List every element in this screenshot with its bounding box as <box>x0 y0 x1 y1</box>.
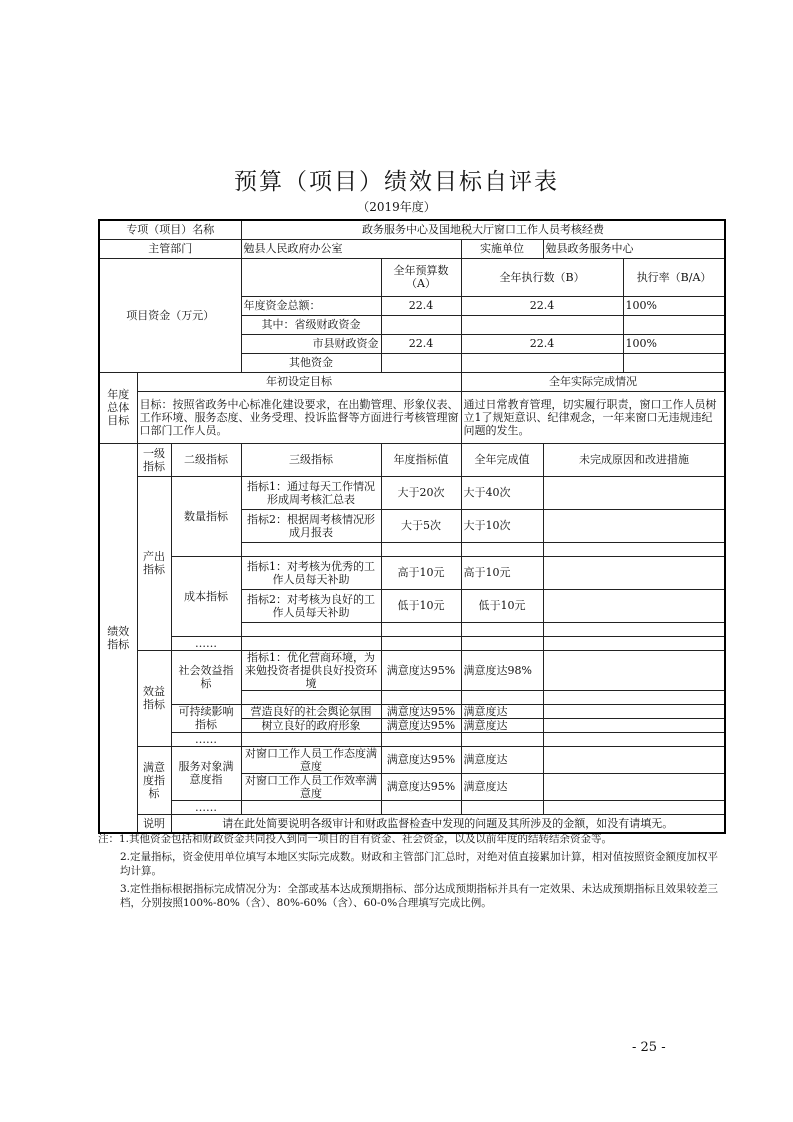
perf-header-target: 年度指标值 <box>381 443 461 476</box>
indicator-name: 指标2：根据周考核情况形成月报表 <box>241 509 381 542</box>
footnotes <box>98 832 724 914</box>
indicator-name <box>241 732 381 746</box>
indicator-target <box>381 690 461 704</box>
indicator-name: 指标1：对考核为优秀的工作人员每天补助 <box>241 556 381 589</box>
funds-label: 项目资金（万元） <box>99 258 241 372</box>
indicator-reason <box>543 704 725 718</box>
indicator-actual: 满意度达 <box>461 718 543 732</box>
indicator-reason <box>543 589 725 622</box>
funds-row-a: 22.4 <box>381 296 461 315</box>
output-indicator-label: 产出指标 <box>137 476 171 650</box>
funds-row-name: 其他资金 <box>241 353 381 372</box>
perf-label: 绩效指标 <box>99 443 137 833</box>
sustain-indicator-label: 可持续影响指标 <box>171 704 241 732</box>
funds-row-name: 其中：省级财政资金 <box>241 315 381 334</box>
indicator-reason <box>543 542 725 556</box>
impl-value: 勉县政务服务中心 <box>543 239 725 258</box>
indicator-name <box>241 542 381 556</box>
funds-row-b: 22.4 <box>461 334 623 353</box>
overall-target-text: 目标：按照省政务中心标准化建设要求，在出勤管理、形象仪表、工作环境、服务态度、业务受理、投诉监督等方面进行考核管理窗口部门工作人员。 <box>137 391 461 443</box>
indicator-reason <box>543 800 725 814</box>
indicator-target: 满意度达95% <box>381 704 461 718</box>
indicator-reason <box>543 556 725 589</box>
indicator-target <box>381 636 461 650</box>
indicator-actual: 满意度达98% <box>461 650 543 690</box>
overall-actual-header: 全年实际完成情况 <box>461 372 725 391</box>
indicator-target <box>381 622 461 636</box>
perf-header-l1: 一级指标 <box>137 443 171 476</box>
indicator-actual: 高于10元 <box>461 556 543 589</box>
indicator-actual <box>461 636 543 650</box>
funds-row-a: 22.4 <box>381 334 461 353</box>
indicator-target: 大于5次 <box>381 509 461 542</box>
indicator-target: 低于10元 <box>381 589 461 622</box>
indicator-target: 满意度达95% <box>381 650 461 690</box>
overall-actual-text: 通过日常教育管理，切实履行职责，窗口工作人员树立1了规矩意识、纪律观念，一年来窗口无违规违纪问题的发生。 <box>461 391 725 443</box>
indicator-reason <box>543 509 725 542</box>
overall-target-header: 年初设定目标 <box>137 372 461 391</box>
funds-row-rate: 100% <box>623 296 725 315</box>
indicator-name <box>241 636 381 650</box>
indicator-reason <box>543 718 725 732</box>
self-evaluation-table <box>98 219 726 834</box>
funds-row-a <box>381 353 461 372</box>
indicator-name: 营造良好的社会舆论氛围 <box>241 704 381 718</box>
overall-label: 年度总体目标 <box>99 372 137 443</box>
footnote: 注：1.其他资金包括和财政资金共同投入到同一项目的自有资金、社会资金，以及以前年度的结转结余资金等。 <box>98 833 613 845</box>
indicator-name <box>241 690 381 704</box>
indicator-name: 对窗口工作人员工作效率满意度 <box>241 773 381 800</box>
indicator-name: 对窗口工作人员工作态度满意度 <box>241 746 381 773</box>
ellipsis-cell: …… <box>171 636 241 650</box>
indicator-target <box>381 542 461 556</box>
indicator-reason <box>543 690 725 704</box>
indicator-name: 指标1：通过每天工作情况形成周考核汇总表 <box>241 476 381 509</box>
service-target-satisfaction-label: 服务对象满意度指 <box>171 746 241 800</box>
indicator-name: 指标1：优化营商环境，为来勉投资者提供良好投资环境 <box>241 650 381 690</box>
indicator-actual <box>461 622 543 636</box>
indicator-actual: 大于10次 <box>461 509 543 542</box>
indicator-target: 满意度达95% <box>381 773 461 800</box>
page-title: 预算（项目）绩效目标自评表 <box>234 169 559 195</box>
project-name-label: 专项（项目）名称 <box>99 220 241 239</box>
indicator-name: 树立良好的政府形象 <box>241 718 381 732</box>
funds-row-b <box>461 315 623 334</box>
perf-header-l3: 三级指标 <box>241 443 381 476</box>
dept-value: 勉县人民政府办公室 <box>241 239 461 258</box>
indicator-reason <box>543 650 725 690</box>
indicator-actual: 低于10元 <box>461 589 543 622</box>
indicator-actual: 满意度达 <box>461 773 543 800</box>
cost-indicator-label: 成本指标 <box>171 556 241 636</box>
funds-row-a <box>381 315 461 334</box>
indicator-target: 满意度达95% <box>381 718 461 732</box>
perf-header-l2: 二级指标 <box>171 443 241 476</box>
indicator-reason <box>543 746 725 773</box>
indicator-actual <box>461 690 543 704</box>
remark-text: 请在此处简要说明各级审计和财政监督检查中发现的问题及其所涉及的金额，如没有请填无。 <box>171 814 725 833</box>
indicator-actual <box>461 542 543 556</box>
indicator-target: 高于10元 <box>381 556 461 589</box>
funds-col-b: 全年执行数（B） <box>461 258 623 296</box>
funds-row-rate <box>623 353 725 372</box>
indicator-target <box>381 732 461 746</box>
indicator-reason <box>543 476 725 509</box>
perf-header-actual: 全年完成值 <box>461 443 543 476</box>
indicator-actual: 满意度达 <box>461 746 543 773</box>
indicator-actual: 大于40次 <box>461 476 543 509</box>
footnote: 3.定性指标根据指标完成情况分为：全部或基本达成预期指标、部分达成预期指标并具有一定效果、未达成预期指标且效果较差三档，分别按照100%-80%（含）、80%-60%（含）、60-0%合理填写完成比例。 <box>120 883 719 909</box>
funds-col-rate: 执行率（B/A） <box>623 258 725 296</box>
indicator-reason <box>543 732 725 746</box>
funds-row-b <box>461 353 623 372</box>
effect-indicator-label: 效益指标 <box>137 650 171 746</box>
remark-label: 说明 <box>137 814 171 833</box>
funds-row-rate <box>623 315 725 334</box>
funds-row-name: 年度资金总额： <box>241 296 381 315</box>
indicator-reason <box>543 773 725 800</box>
indicator-target <box>381 800 461 814</box>
funds-row-rate: 100% <box>623 334 725 353</box>
indicator-name <box>241 800 381 814</box>
indicator-name: 指标2：对考核为良好的工作人员每天补助 <box>241 589 381 622</box>
indicator-reason <box>543 622 725 636</box>
page-number: - 25 - <box>632 1040 666 1055</box>
year-subtitle: （2019年度） <box>357 200 436 214</box>
indicator-target: 满意度达95% <box>381 746 461 773</box>
footnote: 2.定量指标，资金使用单位填写本地区实际完成数。财政和主管部门汇总时，对绝对值直接累加计算，相对值按照资金额度加权平均计算。 <box>120 851 719 877</box>
indicator-actual <box>461 732 543 746</box>
funds-col-a: 全年预算数（A） <box>381 258 461 296</box>
dept-label: 主管部门 <box>99 239 241 258</box>
quantity-indicator-label: 数量指标 <box>171 476 241 556</box>
project-name-value: 政务服务中心及国地税大厅窗口工作人员考核经费 <box>241 220 725 239</box>
indicator-actual: 满意度达 <box>461 704 543 718</box>
indicator-name <box>241 622 381 636</box>
social-indicator-label: 社会效益指标 <box>171 650 241 704</box>
funds-row-name: 市县财政资金 <box>241 334 381 353</box>
indicator-actual <box>461 800 543 814</box>
perf-header-reason: 未完成原因和改进措施 <box>543 443 725 476</box>
satisfaction-indicator-label: 满意度指标 <box>137 746 171 814</box>
funds-blank <box>241 258 381 296</box>
funds-row-b: 22.4 <box>461 296 623 315</box>
ellipsis-cell: …… <box>171 800 241 814</box>
indicator-target: 大于20次 <box>381 476 461 509</box>
ellipsis-cell: …… <box>171 732 241 746</box>
impl-label: 实施单位 <box>461 239 543 258</box>
indicator-reason <box>543 636 725 650</box>
